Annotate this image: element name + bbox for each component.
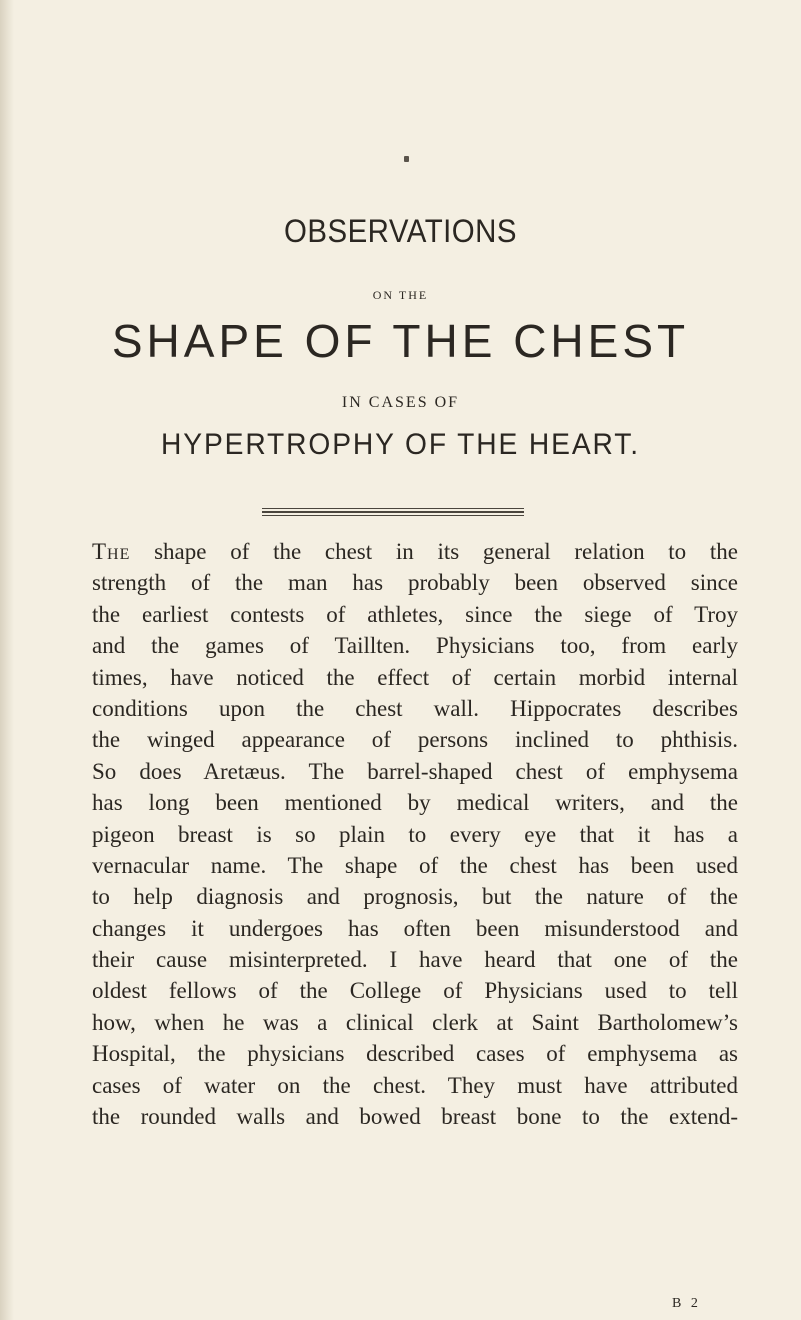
body-line-18: cases of water on the chest. They must have attributed	[92, 1072, 738, 1098]
body-line-5: times, have noticed the effect of certain morbid internal	[92, 664, 738, 690]
body-line-19: the rounded walls and bowed breast bone to the extend-	[92, 1104, 738, 1130]
divider-rule-bottom	[262, 515, 524, 516]
title-hypertrophy: HYPERTROPHY OF THE HEART.	[161, 428, 640, 461]
title-in-cases-of: IN CASES OF	[341, 394, 460, 411]
printer-mark	[404, 156, 409, 162]
body-line-4: and the games of Taillten. Physicians too, from early	[92, 633, 738, 659]
page-edge-shadow	[0, 0, 14, 1320]
title-observations: OBSERVATIONS	[284, 213, 517, 249]
body-line-14: their cause misinterpreted. I have heard that one of the	[92, 947, 738, 973]
body-line-3: the earliest contests of athletes, since the siege of Troy	[92, 601, 738, 627]
body-line-1: The shape of the chest in its general relation to the	[92, 539, 738, 564]
signature-mark: B 2	[672, 1296, 701, 1311]
body-line-10: pigeon breast is so plain to every eye that it has a	[92, 821, 738, 847]
body-line-15: oldest fellows of the College of Physicians used to tell	[92, 978, 738, 1004]
body-line-12: to help diagnosis and prognosis, but the nature of the	[92, 884, 738, 910]
body-line-11: vernacular name. The shape of the chest has been used	[92, 852, 738, 878]
divider-rule-top	[262, 508, 524, 509]
body-line-6: conditions upon the chest wall. Hippocrates describes	[92, 695, 738, 721]
divider-rule-middle	[262, 511, 524, 513]
body-line-17: Hospital, the physicians described cases of emphysema as	[92, 1041, 738, 1067]
title-shape-of-the-chest: SHAPE OF THE CHEST	[111, 315, 690, 367]
body-line-2: strength of the man has probably been observed since	[92, 570, 738, 596]
body-line-8: So does Aretæus. The barrel-shaped chest of emphysema	[92, 758, 738, 784]
title-on-the: ON THE	[372, 288, 429, 302]
body-line-16: how, when he was a clinical clerk at Saint Bartholomew’s	[92, 1009, 738, 1035]
body-line-13: changes it undergoes has often been misunderstood and	[92, 915, 738, 941]
body-line-9: has long been mentioned by medical writers, and the	[92, 790, 738, 816]
body-paragraph	[92, 536, 738, 1132]
body-line-7: the winged appearance of persons inclined to phthisis.	[92, 727, 738, 753]
first-word: The	[92, 539, 131, 564]
